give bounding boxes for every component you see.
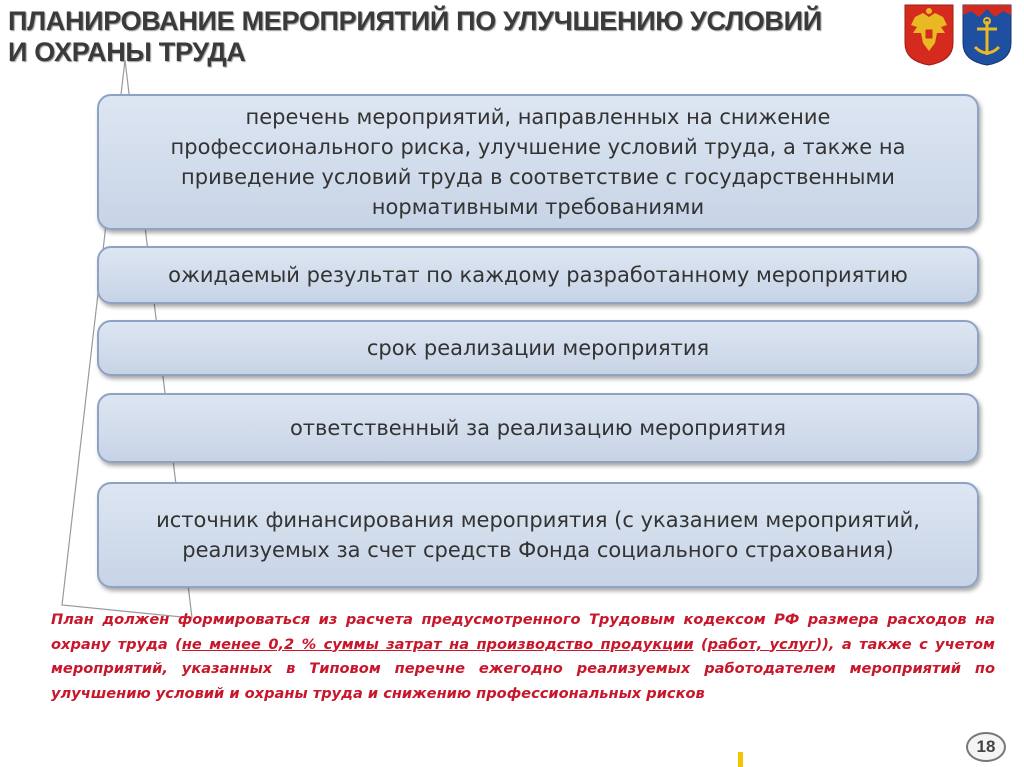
slide-title-line-2: И ОХРАНЫ ТРУДА (8, 37, 246, 67)
note-underlined-text: не менее 0,2 % суммы затрат на производство продукции (181, 635, 694, 653)
box-text-line: реализуемых за счет средств Фонда социального страхования) (182, 538, 894, 562)
list-item-expected-result (97, 246, 979, 304)
yellow-marker (738, 752, 743, 767)
slide-number: 18 (966, 732, 1006, 762)
note-text: ( (693, 635, 708, 653)
note-text: )), а также с учетом мероприятий, указанных в Типовом перечне ежегодно реализуемых работодателем мероприятий по улучшению условий и охраны труда и снижению профессиональных рисков (51, 635, 995, 702)
box-text-line: ответственный за реализацию мероприятия (289, 416, 787, 440)
note-underlined-text: работ, услуг (707, 635, 816, 653)
box-text-line: нормативными требованиями (371, 195, 705, 219)
box-text-line: срок реализации мероприятия (366, 336, 710, 360)
note-text: План должен формироваться из расчета предусмотренного Трудовым кодексом РФ размера расходов на охрану труда ( (51, 611, 995, 653)
plan-note (51, 608, 995, 706)
box-text-line: перечень мероприятий, направленных на снижение (245, 105, 831, 129)
list-item-deadline (97, 320, 979, 376)
list-item-measures (97, 94, 979, 230)
box-text-line: ожидаемый результат по каждому разработанному мероприятию (168, 263, 908, 287)
slide-title-line-1: ПЛАНИРОВАНИЕ МЕРОПРИЯТИЙ ПО УЛУЧШЕНИЮ УСЛОВИЙ (8, 6, 822, 36)
box-text-line: источник финансирования мероприятия (с указанием мероприятий, (156, 508, 920, 532)
box-text-line: приведение условий труда в соответствие с государственными (181, 165, 895, 189)
list-item-funding-source (97, 482, 979, 588)
list-item-responsible (97, 393, 979, 463)
box-text-line: профессионального риска, улучшение условий труда, а также на (170, 135, 906, 159)
